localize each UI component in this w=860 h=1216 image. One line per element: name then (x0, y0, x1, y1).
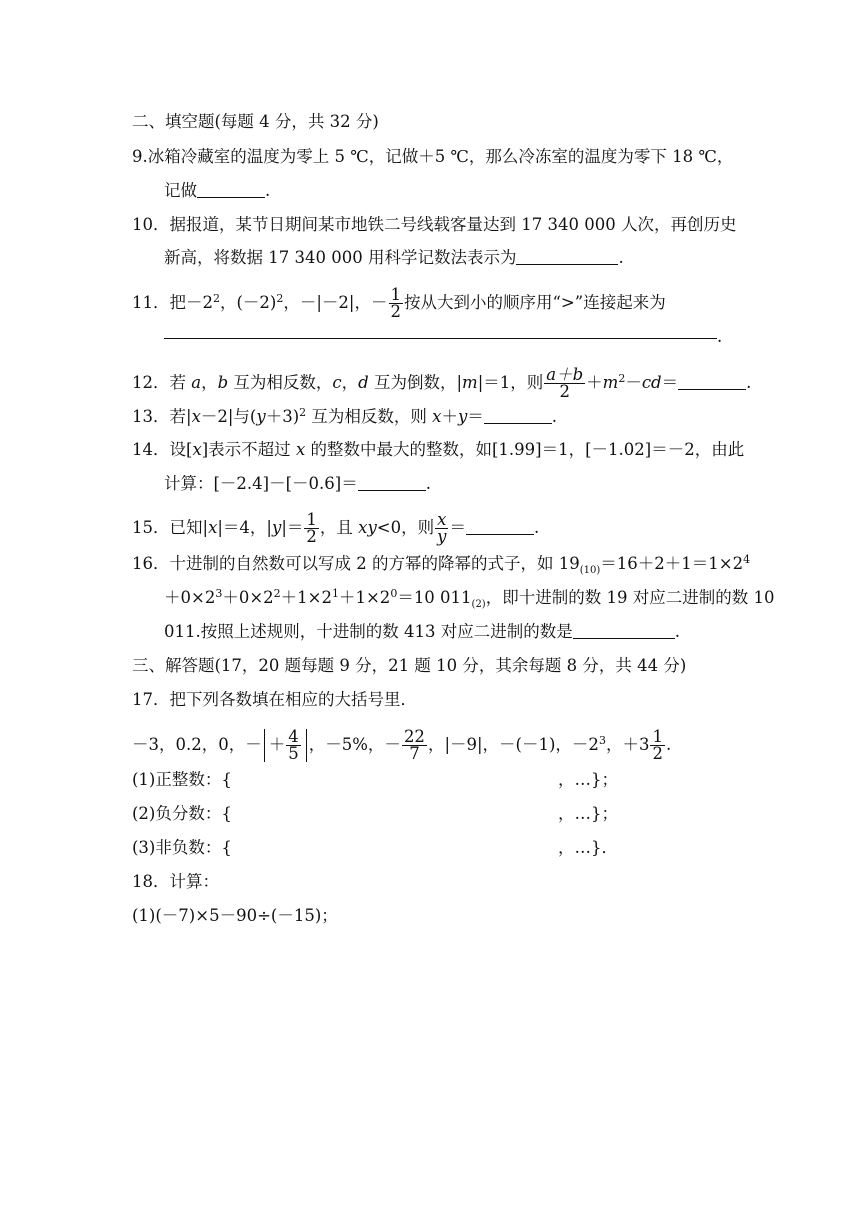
question-16-line-1 (132, 554, 750, 574)
question-9-line-2 (164, 181, 270, 201)
question-12-text: 12．若 (132, 373, 192, 392)
question-11-text: 11．把－2 (132, 293, 213, 312)
question-14-text: 的整数中最大的整数，如[1.99]＝1，[－1.02]＝－2，由此 (305, 440, 745, 459)
fraction-denominator: 7 (409, 744, 420, 763)
variable-b: b (217, 373, 229, 392)
fraction-numerator: 22 (403, 727, 425, 746)
question-17-title: 17．把下列各数填在相应的大括号里． (132, 690, 417, 709)
question-13-text: ＋3) (265, 407, 300, 426)
question-10-line-2 (164, 248, 624, 268)
question-15-end: . (533, 518, 540, 537)
exponent: 2 (273, 587, 281, 600)
variable-m: m (602, 373, 619, 392)
question-15 (132, 512, 539, 545)
question-9-end: . (265, 181, 271, 200)
question-11-text: 按从大到小的顺序用“>”连接起来为 (404, 293, 666, 312)
section-2-heading: 二、填空题(每题 4 分，共 32 分) (132, 112, 379, 131)
fraction-one-half (650, 729, 665, 762)
number-list-text: ，＋3 (605, 735, 650, 754)
variable-y: y (457, 407, 468, 426)
exponent: 2 (276, 292, 284, 305)
question-16-end: . (674, 622, 680, 641)
question-17-part-1-label: (1)正整数：{ (132, 770, 232, 789)
question-15-blank[interactable] (466, 520, 534, 535)
question-16-text: ，即十进制的数 19 对应二进制的数 10 (485, 588, 775, 607)
question-12-text: ＋ (586, 373, 603, 392)
question-16-text: 011.按照上述规则，十进制的数 413 对应二进制的数是 (164, 622, 573, 641)
fraction-numerator: a＋b (546, 365, 584, 384)
question-16-line-3 (164, 622, 680, 642)
question-18-part-1: (1)(－7)×5－90÷(－15)； (132, 906, 338, 925)
question-14-end: . (425, 474, 431, 493)
exponent: 3 (215, 587, 223, 600)
question-13-text: 13．若| (132, 407, 192, 426)
question-14-text: 计算：[－2.4]－[－0.6]＝ (164, 474, 358, 493)
question-12-text: ＝ (661, 373, 679, 392)
question-13-text: ＋ (441, 407, 458, 426)
fraction-numerator: 4 (288, 727, 299, 746)
question-14-text: ]表示不超过 (201, 440, 296, 459)
fraction-one-half (304, 512, 319, 545)
question-12-text: ， (201, 373, 218, 392)
subscript: (2) (471, 599, 486, 610)
question-12-text: 互为相反数， (228, 373, 333, 392)
fraction-numerator: x (435, 512, 448, 529)
question-15-text: ＝ (449, 518, 466, 537)
variable-cd: cd (641, 373, 662, 392)
absolute-value (264, 729, 307, 762)
fraction-one-half (389, 287, 404, 320)
question-17-part-1-end: ，…}； (558, 770, 618, 789)
number-list-text: －3，0.2，0，－ (132, 735, 262, 754)
question-11-line-1 (132, 287, 666, 320)
question-16-text: ＝16＋2＋1＝1×2 (600, 554, 744, 573)
number-list-text: ，|－9|，－(－1)，－2 (427, 735, 599, 754)
question-17-numbers (132, 729, 671, 762)
question-15-text: |＝4，| (217, 518, 272, 537)
question-10-text: 新高，将数据 17 340 000 用科学记数法表示为 (164, 248, 517, 267)
variable-x: x (208, 518, 218, 537)
question-12-text: － (625, 373, 642, 392)
fraction-numerator: 1 (306, 510, 317, 529)
question-16-text: ＋1×2 (280, 588, 332, 607)
question-13-text: 互为相反数，则 (306, 407, 433, 426)
fraction-denominator: 2 (652, 744, 663, 763)
question-11-text: ，－|－2|，－ (283, 293, 388, 312)
question-13-text: －2|与( (200, 407, 257, 426)
question-16-text: ＋0×2 (222, 588, 274, 607)
question-11-end: . (717, 327, 723, 346)
number-list-text: ，－5%，－ (308, 735, 401, 754)
question-13-end: . (551, 407, 558, 426)
fraction-22-over-7 (402, 729, 427, 762)
variable-m: m (462, 373, 478, 392)
question-10-line-1: 10．据报道，某节日期间某市地铁二号线载客量达到 17 340 000 人次，再创历史 (132, 215, 737, 234)
question-12-text: ， (341, 373, 359, 392)
question-14-line-1 (132, 440, 744, 460)
question-17-part-3-end: ，…}． (558, 838, 618, 857)
question-17-part-3-label: (3)非负数：{ (132, 838, 232, 857)
question-16-line-2 (164, 588, 774, 608)
exponent: 2 (299, 406, 307, 419)
variable-x: x (295, 440, 306, 459)
variable-x: x (432, 407, 442, 426)
exponent: 0 (390, 587, 398, 600)
fraction-numerator: 1 (390, 285, 401, 304)
fraction-denominator: y (437, 527, 447, 546)
question-15-text: <0，则 (376, 518, 435, 537)
fraction-four-fifths (286, 729, 301, 762)
question-16-text: ＋0×2 (164, 588, 216, 607)
question-12 (132, 367, 751, 400)
question-17-part-2-end: ，…}； (558, 804, 618, 823)
variable-y: y (272, 518, 282, 537)
fraction-denominator: 2 (559, 382, 570, 401)
question-16-text: ＝10 011 (397, 588, 472, 607)
variable-x: x (192, 440, 202, 459)
exponent: 4 (743, 553, 751, 566)
question-11-text: ，(－2) (220, 293, 277, 312)
exponent: 3 (598, 734, 606, 747)
question-18-title: 18．计算： (132, 872, 219, 891)
question-13 (132, 407, 557, 427)
exponent: 2 (618, 372, 626, 385)
question-14-text: 14．设[ (132, 440, 193, 459)
question-12-text: 互为倒数，| (368, 373, 463, 392)
section-3-heading: 三、解答题(17，20 题每题 9 分，21 题 10 分，其余每题 8 分，共 44 分) (132, 656, 687, 675)
question-9-blank[interactable] (197, 183, 265, 198)
variable-y: y (256, 407, 266, 426)
question-15-text: ，且 (319, 518, 359, 537)
question-12-end: . (746, 373, 752, 392)
variable-xy: xy (358, 518, 377, 537)
fraction-denominator: 5 (288, 744, 299, 763)
fraction-a-plus-b-over-2 (544, 367, 585, 400)
question-13-text: ＝ (467, 407, 484, 426)
question-11-blank[interactable] (164, 338, 717, 339)
question-13-blank[interactable] (484, 409, 552, 424)
question-16-blank[interactable] (573, 624, 675, 639)
question-12-blank[interactable] (678, 375, 746, 390)
question-14-blank[interactable] (358, 476, 426, 491)
variable-x: x (191, 407, 201, 426)
question-9-text: 记做 (164, 181, 197, 200)
question-10-end: . (618, 248, 624, 267)
number-list-text: . (665, 735, 672, 754)
question-9-line-1: 9.冰箱冷藏室的温度为零上 5 ℃，记做＋5 ℃，那么冷冻室的温度为零下 18 ℃， (132, 147, 734, 166)
question-15-text: 15．已知| (132, 518, 209, 537)
variable-c: c (332, 373, 342, 392)
fraction-denominator: 2 (306, 527, 317, 546)
fraction-denominator: 2 (390, 302, 401, 321)
exponent: 1 (331, 587, 339, 600)
subscript: (10) (579, 565, 601, 576)
fraction-x-over-y (435, 512, 448, 545)
question-12-text: |＝1，则 (477, 373, 544, 392)
question-10-blank[interactable] (516, 250, 618, 265)
variable-d: d (358, 373, 369, 392)
number-list-text: ＋ (268, 735, 286, 754)
question-14-line-2 (164, 474, 431, 494)
fraction-numerator: 1 (652, 727, 663, 746)
question-15-text: |＝ (281, 518, 304, 537)
question-17-part-2-label: (2)负分数：{ (132, 804, 232, 823)
question-16-text: 16．十进制的自然数可以写成 2 的方幂的降幂的式子，如 19 (132, 554, 580, 573)
variable-a: a (191, 373, 202, 392)
exponent: 2 (213, 292, 220, 305)
question-16-text: ＋1×2 (338, 588, 391, 607)
